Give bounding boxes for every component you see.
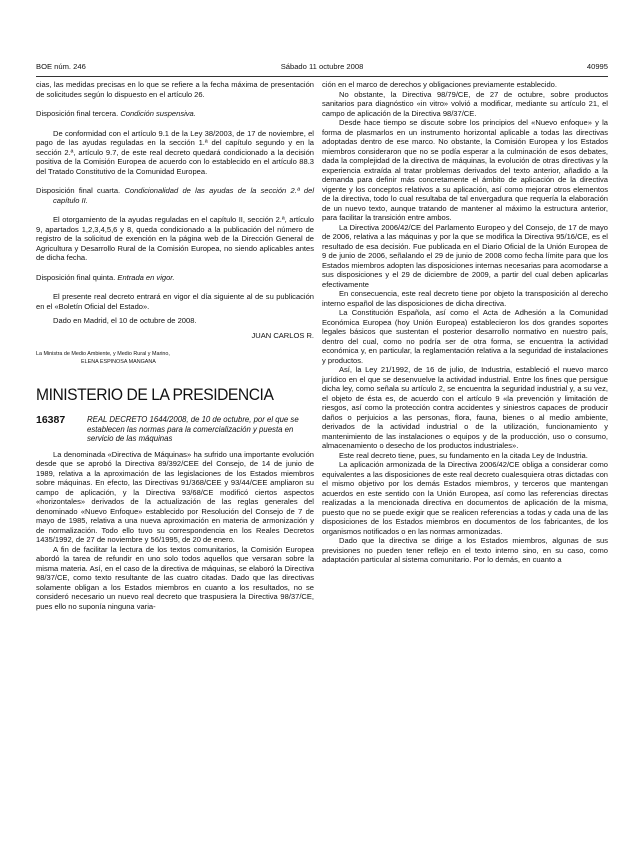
decree-title: REAL DECRETO 1644/2008, de 10 de octubre, por el que se establecen las normas para la comercialización y puesta en servicio de las máquinas: [87, 415, 299, 443]
paragraph: La denominada «Directiva de Máquinas» ha sufrido una importante evolución desde que se aprobó la Directiva 89/392/CEE del Consejo, de 14 de junio de 1989, relativa a la aproximación de las legislaciones de los Estados miembros sobre máquinas. En efecto, las Directivas 91/368/CEE y 93/44/CEE ampliaron su campo de aplicación, y la Directiva 93/68/CE modificó ciertos aspectos «horizontales» derivados de la actualización de las reglas generales del denominado «Nuevo Enfoque» establecido por Resolución del Consejo de 7 de mayo de 1985, relativa a una nueva aproximación en materia de armonización y de normalización. Todo ello tuvo su correspondencia en los Reales Decretos 1435/1992, de 27 de noviembre y 56/1995, de 20 de enero.: [36, 449, 314, 544]
paragraph: La Constitución Española, así como el Acta de Adhesión a la Comunidad Económica Europea (hoy Unión Europea) establecieron los dos grandes soportes legales básicos que sustentan el posterior desarrollo normativo en nuestro país, dentro del cual, como no podría ser de otra forma, se encuentra la actividad económica y, en particular, la reglamentación relativa a la seguridad de instalaciones y productos.: [322, 308, 608, 365]
disposition-heading-third: [36, 109, 314, 119]
paragraph: Dado que la directiva se dirige a los Estados miembros, algunas de sus previsiones no pueden tener reflejo en el texto interno sino, en su caso, como adaptación particular al sistema comunitario. Por lo demás, en cuanto a: [322, 536, 608, 564]
header-journal-number: BOE núm. 246: [36, 62, 86, 71]
paragraph: Así, la Ley 21/1992, de 16 de julio, de Industria, estableció el nuevo marco jurídico en el que se desenvuelve la actividad industrial. Entre los fines que persigue dicha ley, como señala su artículo 2, se encuentra la seguridad industrial y, a su vez, el objeto de ésta es, de acuerdo con el artículo 9 «la prevención y limitación de riesgos, así como la protección contra accidentes y siniestros capaces de producir daños o perjuicios a las personas, flora, fauna, bienes o al medio ambiente, derivados de la actividad industrial o de la utilización, funcionamiento y mantenimiento de las instalaciones o equipos y de la producción, uso o consumo, almacenamiento o desecho de los productos industriales».: [322, 365, 608, 450]
paragraph: No obstante, la Directiva 98/79/CE, de 27 de octubre, sobre productos sanitarios para diagnóstico «in vitro» volvió a modificar, mediante su artículo 21, el campo de aplicación de la Directiva 98/37/CE.: [322, 89, 608, 118]
disposition-label: Disposición final cuarta.: [36, 186, 121, 195]
paragraph: La aplicación armonizada de la Directiva 2006/42/CE obliga a considerar como equivalentes a las disposiciones de este real decreto cualesquiera otras dictadas con el mismo objetivo por los demás Estados miembros, y terceros que mantengan acuerdos en este sentido con la Unión Europea, así como las referencias directas realizadas a la mencionada directiva en documentos de aplicación de la misma, puesto que no se puede exigir que se realicen referencias a todas y cada una de las disposiciones de los Estados miembros en documentos de los fabricantes, de los organismos notificados o en las normas armonizadas.: [322, 460, 608, 536]
disposition-label: Disposición final tercera.: [36, 109, 119, 118]
paragraph: De conformidad con el artículo 9.1 de la Ley 38/2003, de 17 de noviembre, el pago de las ayudas reguladas en la sección 1.ª del capítulo segundo y en la sección 2.ª, artículo 9.7, de este real decreto quedará condicionado a la decisión positiva de la Comisión Europea de acuerdo con lo establecido en el artículo 88.3 del Tratado Constitutivo de la Comunidad Europea.: [36, 128, 314, 176]
paragraph: La Directiva 2006/42/CE del Parlamento Europeo y del Consejo, de 17 de mayo de 2006, relativa a las máquinas y por la que se modifica la Directiva 95/16/CE, es el resultado de esa decisión. Fue publicada en el Diario Oficial de la Unión Europea de 9 de junio de 2006, señalando el 29 de junio de 2008 como fecha límite para que los Estados miembros adopten las disposiciones internas necesarias para acomodarse a sus disposiciones y el 29 de diciembre de 2009, a partir del cual deben aplicarlas efectivamente: [322, 222, 608, 289]
disposition-heading-fourth: [36, 186, 314, 205]
disposition-heading-fifth: [36, 273, 314, 283]
disposition-label: Disposición final quinta.: [36, 272, 116, 282]
dated-line: Dado en Madrid, el 10 de octubre de 2008.: [53, 316, 197, 325]
header-rule: [36, 76, 608, 77]
header-page-number: 40995: [586, 62, 608, 71]
decree-heading: [36, 415, 314, 444]
minister-role: La Ministra de Medio Ambiente, y Medio Rural y Marino,: [36, 351, 170, 357]
minister-signature-block: [36, 350, 314, 366]
paragraph: Este real decreto tiene, pues, su fundamento en la citada Ley de Industria.: [339, 450, 588, 460]
paragraph: Desde hace tiempo se discute sobre los principios del «Nuevo enfoque» y la forma de plasmarlos en un instrumento horizontal aplicable a todas las directivas adoptadas dentro de ese marco. No obstante, la Comisión Europea y los Estados miembros consideraron que no se podía esperar a la culminación de esos debates, dada la complejidad de la directiva de máquinas, la evolución de otras directivas y la experiencia extraída al tratar problemas derivados del texto anterior, añadido a la demanda para definir más concretamente el ámbito de aplicación de la directiva vigente y los conceptos relativos a su aplicación, así como mejorar otros elementos de la directiva, todo lo cual resultaba de tal envergadura que requería la elaboración de un nuevo texto, aunque tratando de mantener al máximo la estructura anterior, para facilitar la transición entre ambos.: [322, 118, 608, 222]
page-header: [36, 62, 608, 74]
right-column: [322, 80, 608, 565]
header-date: Sábado 11 octubre 2008: [280, 62, 364, 71]
decree-number: 16387: [36, 414, 66, 426]
disposition-title: Condición suspensiva.: [120, 109, 196, 118]
royal-signature: JUAN CARLOS R.: [251, 330, 314, 340]
paragraph: En consecuencia, este real decreto tiene por objeto la transposición al derecho interno español de las disposiciones de dicha directiva.: [322, 289, 608, 308]
paragraph: ción en el marco de derechos y obligaciones previamente establecido.: [322, 80, 557, 89]
ministry-heading: MINISTERIO DE LA PRESIDENCIA: [36, 385, 274, 404]
left-column: [36, 80, 314, 611]
disposition-title: Condicionalidad de las ayudas de la sección 2.ª del capítulo II.: [53, 186, 314, 205]
paragraph: El otorgamiento de la ayudas reguladas en el capítulo II, sección 2.ª, artículo 9, apartados 1,2,3,4,5,6 y 8, queda condicionado a la publicación del número de registro de la solicitud de exención en la página web de la Dirección General de Agricultura y Desarrollo Rural de la Comisión Europea, no siendo aplicables antes de dicha fecha.: [36, 215, 314, 262]
disposition-title: Entrada en vigor.: [117, 272, 175, 282]
minister-name: ELENA ESPINOSA MANGANA: [81, 359, 156, 365]
paragraph: cias, las medidas precisas en lo que se refiere a la fecha máxima de presentación de solicitudes según lo dispuesto en el artículo 26.: [36, 80, 314, 99]
paragraph: El presente real decreto entrará en vigor el día siguiente al de su publicación en el «Boletín Oficial del Estado».: [36, 292, 314, 311]
paragraph: A fin de facilitar la lectura de los textos comunitarios, la Comisión Europea abordó la tarea de refundir en uno solo todos aquellos que versaran sobre la misma materia. Así, en el caso de la directiva de máquinas, se elaboró la Directiva 98/37/CE, como texto resultante de las cuatro citadas. Dado que las directivas solamente obligan a los Estados miembros en cuanto a los resultados, no se consideró necesario un nuevo real decreto que traspusiera la Directiva 98/37/CE, pues ello no suponía ninguna varia-: [36, 544, 314, 611]
